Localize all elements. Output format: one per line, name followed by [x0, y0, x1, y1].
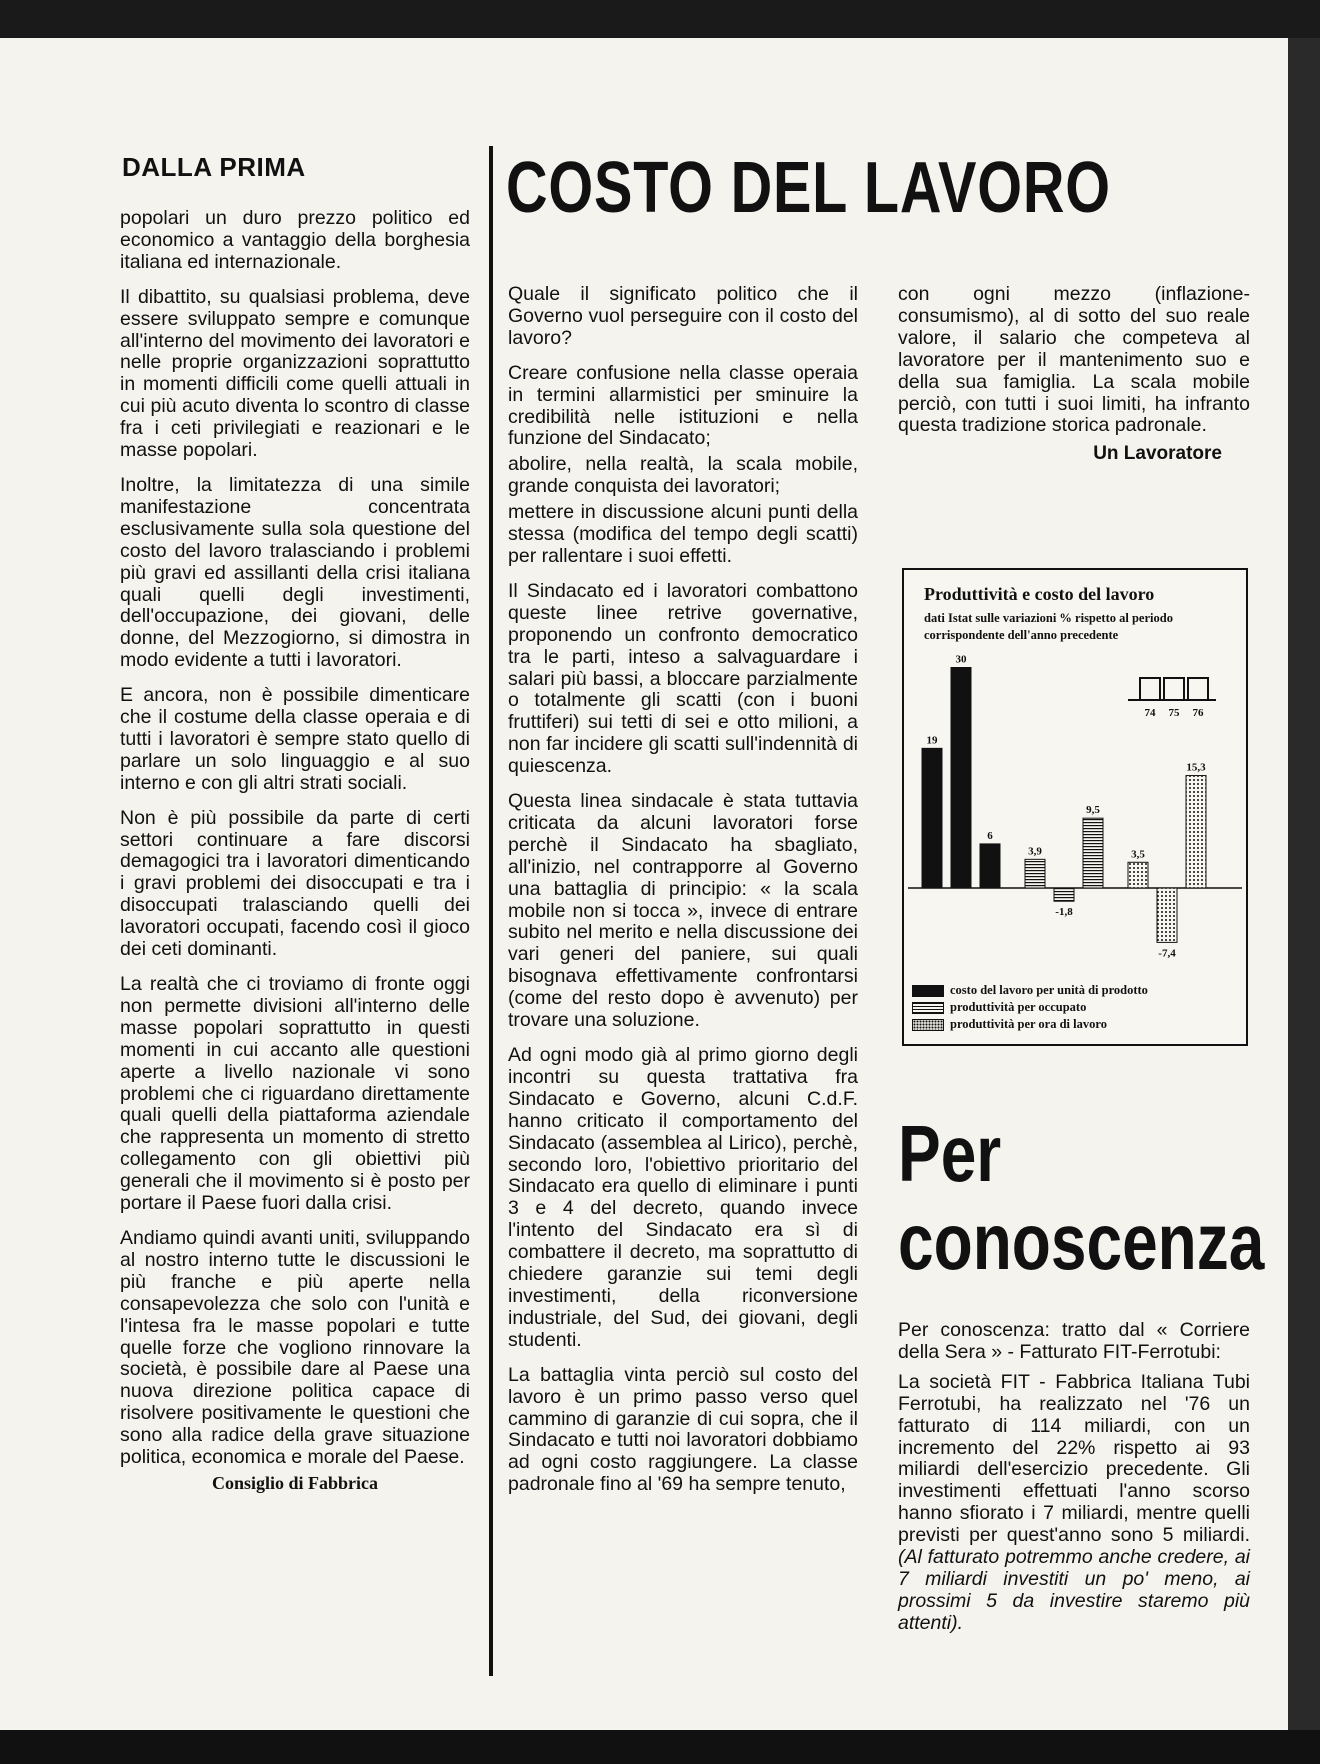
paragraph: La battaglia vinta perciò sul costo del lavoro è un primo passo verso quel cammino di garanzie di cui sopra, che il Sindacato e tutti noi lavoratori dobbiamo ad ogni costo raggiungere. La classe padronale fino al '69 ha sempre tenuto, — [508, 1363, 858, 1496]
page-edge — [1288, 38, 1320, 1730]
paragraph: mettere in discussione alcuni punti della stessa (modifica del tempo degli scatti) per rallentare i suoi effetti. — [508, 501, 858, 567]
year-key-box — [1188, 678, 1208, 700]
legend-item — [912, 1016, 1148, 1033]
legend-label: produttività per ora di lavoro — [950, 1017, 1107, 1031]
bar-value-label: -1,8 — [1055, 906, 1073, 919]
paragraph-text: La società FIT - Fabbrica Italiana Tubi Ferrotubi, ha realizzato nel '76 un fatturato di 114 miliardi, con un incremento del 22% rispetto ai 93 miliardi dell'esercizio precedente. Gli investimenti effettuati l'anno scorso hanno sfiorato i 7 miliardi, mentre quelli previsti per quest'anno sono 5 miliardi. — [898, 1370, 1250, 1547]
year-label: 75 — [1168, 707, 1180, 719]
chart-legend — [912, 982, 1148, 1033]
paragraph: Il dibattito, su qualsiasi problema, deve essere sviluppato sempre e comunque all'interno del movimento dei lavoratori e nelle proprie organizzazioni soprattutto in momenti difficili come quelli attuali in cui più acuto diventa lo scontro di classe fra i ceti privilegiati e reazionari e le masse popolari. — [120, 285, 470, 462]
legend-item — [912, 982, 1148, 999]
year-label: 76 — [1192, 707, 1204, 719]
bar — [922, 748, 942, 888]
right-column — [898, 284, 1250, 465]
signature: Un Lavoratore — [1093, 443, 1222, 465]
bar — [951, 668, 971, 889]
paragraph: Inoltre, la limitatezza di una simile manifestazione concentrata esclusivamente sulla sola questione del costo del lavoro tralasciando i problemi più gravi ed assillanti della crisi italiana quali quelli degli investimenti, dell'occupazione, dei giovani, delle donne, del Mezzogiorno, si dimostra in modo evidente a tutti i lavoratori. — [120, 473, 470, 672]
paragraph: Questa linea sindacale è stata tuttavia criticata da alcuni lavoratori forse perchè il Sindacato ha sbagliato, all'inizio, nel contrapporre al Governo una battaglia di principio: « la scala mobile non si tocca », invece di entrare subito nel merito e nella discussione dei vari generi del paniere, sui quali bisognava effettivamente confrontarsi (come del resto dopo è avvenuto) per trovare una soluzione. — [508, 790, 858, 1032]
section-title — [898, 1110, 1264, 1286]
paragraph: Non è più possibile da parte di certi settori continuare a fare discorsi demagogici tra i lavoratori dimenticando i gravi problemi dei disoccupati e tra i disoccupati tralasciando quelli dei lavoratori occupati, facendo così il gioco dei ceti dominanti. — [120, 806, 470, 961]
paragraph: Ad ogni modo già al primo giorno degli incontri su questa trattativa fra Sindacato e Governo, alcuni C.d.F. hanno criticato il comportamento del Sindacato (assemblea al Lirico), perchè, secondo loro, l'obiettivo prioritario del Sindacato era quello di eliminare i punti 3 e 4 del decreto, quando invece l'intento del Sindacato era sì di combattere il decreto, ma soprattutto di chiedere garanzie sui temi degli investimenti, della riconversione industriale, del Sud, dei giovani, degli studenti. — [508, 1044, 858, 1351]
bar — [1083, 818, 1103, 888]
paragraph: popolari un duro prezzo politico ed economico a vantaggio della borghesia italiana ed internazionale. — [120, 207, 470, 273]
bar-value-label: 3,5 — [1131, 848, 1145, 861]
chart-subtitle: dati Istat sulle variazioni % rispetto al periodo corrispondente dell'anno precedente — [924, 611, 1173, 642]
year-key-box — [1164, 678, 1184, 700]
italic-note: (Al fatturato potremmo anche credere, ai 7 miliardi investiti un po' meno, ai prossimi 5 da investire staremo più attenti). — [898, 1546, 1250, 1634]
paragraph: Per conoscenza: tratto dal « Corriere della Sera » - Fatturato FIT-Ferrotubi: — [898, 1319, 1250, 1363]
left-column — [120, 208, 470, 1495]
paragraph: con ogni mezzo (inflazione-consumismo), al di sotto del suo reale valore, il salario che competeva al lavoratore per il mantenimento suo e della sua famiglia. La scala mobile perciò, con tutti i suoi limiti, ha infranto questa tradizione storica padronale. — [898, 283, 1250, 437]
paragraph: Quale il significato politico che il Governo vuol perseguire con il costo del lavoro? — [508, 283, 858, 349]
year-key-box — [1140, 678, 1160, 700]
paragraph — [898, 1372, 1250, 1635]
bar — [1128, 862, 1148, 888]
middle-column — [508, 284, 858, 1509]
bar — [1157, 888, 1177, 942]
paragraph: Andiamo quindi avanti uniti, sviluppando al nostro interno tutte le discussioni le più franche e più aperte nella consapevolezza che solo con l'unità e l'intesa fra le masse popolari e tutte quelle forze che vogliono rinnovare la società, è possibile dare al Paese una nuova direzione politica capace di risolvere positivamente le questioni che sono alla radice della grave situazione politica, economica e morale del Paese. — [120, 1226, 470, 1469]
paragraph: E ancora, non è possibile dimenticare che il costume della classe operaia e di tutti i lavoratori è sempre stato quello di parlare un solo linguaggio e al suo interno e con gli altri strati sociali. — [120, 684, 470, 794]
paragraph: Il Sindacato ed i lavoratori combattono queste linee retrive governative, proponendo un confronto democratico tra le parti, inteso a salvaguardare i salari più bassi, a bloccare parzialmente o totalmente gli scatti (con i buoni fruttiferi) sui tetti di sei e otto milioni, a non far incidere gli scatti sull'indennità di quiescenza. — [508, 579, 858, 778]
bar-value-label: 6 — [987, 829, 993, 842]
bar — [980, 844, 1000, 888]
page-edge — [0, 1730, 1320, 1764]
newspaper-page — [0, 38, 1288, 1730]
legend-label: costo del lavoro per unità di prodotto — [950, 983, 1148, 997]
signature: Consiglio di Fabbrica — [211, 1472, 379, 1493]
legend-swatch — [912, 1002, 944, 1014]
bar-chart — [902, 568, 1248, 1046]
bar-value-label: 9,5 — [1086, 804, 1100, 817]
legend-label: produttività per occupato — [950, 1000, 1087, 1014]
bar-value-label: -7,4 — [1158, 947, 1176, 960]
bar — [1025, 859, 1045, 888]
bar-value-label: 30 — [955, 653, 967, 666]
legend-swatch — [912, 985, 944, 997]
chart-title: Produttività e costo del lavoro — [924, 584, 1155, 604]
paragraph: Creare confusione nella classe operaia in termini allarmistici per sminuire la credibilità nelle istituzioni e nella funzione del Sindacato; — [508, 361, 858, 450]
legend-swatch — [912, 1019, 944, 1031]
bar-value-label: 15,3 — [1186, 761, 1206, 774]
chart-plot — [904, 570, 1246, 1044]
title-line: Per — [898, 1109, 1002, 1198]
paragraph: La realtà che ci troviamo di fronte oggi non permette divisioni all'interno delle masse popolari soprattutto in questi momenti in cui accanto alle questioni aperte a livello nazionale vi sono problemi che ci riguardano direttamente quali quelli della piattaforma aziendale che rappresenta un momento di stretto collegamento con gli obiettivi più generali che il movimento si è posto per portare il Paese fuori dalla crisi. — [120, 973, 470, 1215]
legend-item — [912, 999, 1148, 1016]
bar-value-label: 19 — [926, 734, 938, 747]
bar-value-label: 3,9 — [1028, 845, 1042, 858]
bar — [1054, 888, 1074, 901]
per-conoscenza-body — [898, 1320, 1250, 1635]
article-title: COSTO DEL LAVORO — [506, 148, 1111, 228]
bar — [1186, 776, 1206, 888]
year-label: 74 — [1144, 707, 1156, 719]
column-divider — [489, 146, 493, 1676]
title-line: conoscenza — [898, 1197, 1265, 1286]
section-header: DALLA PRIMA — [122, 152, 306, 182]
paragraph: abolire, nella realtà, la scala mobile, grande conquista dei lavoratori; — [508, 453, 858, 498]
